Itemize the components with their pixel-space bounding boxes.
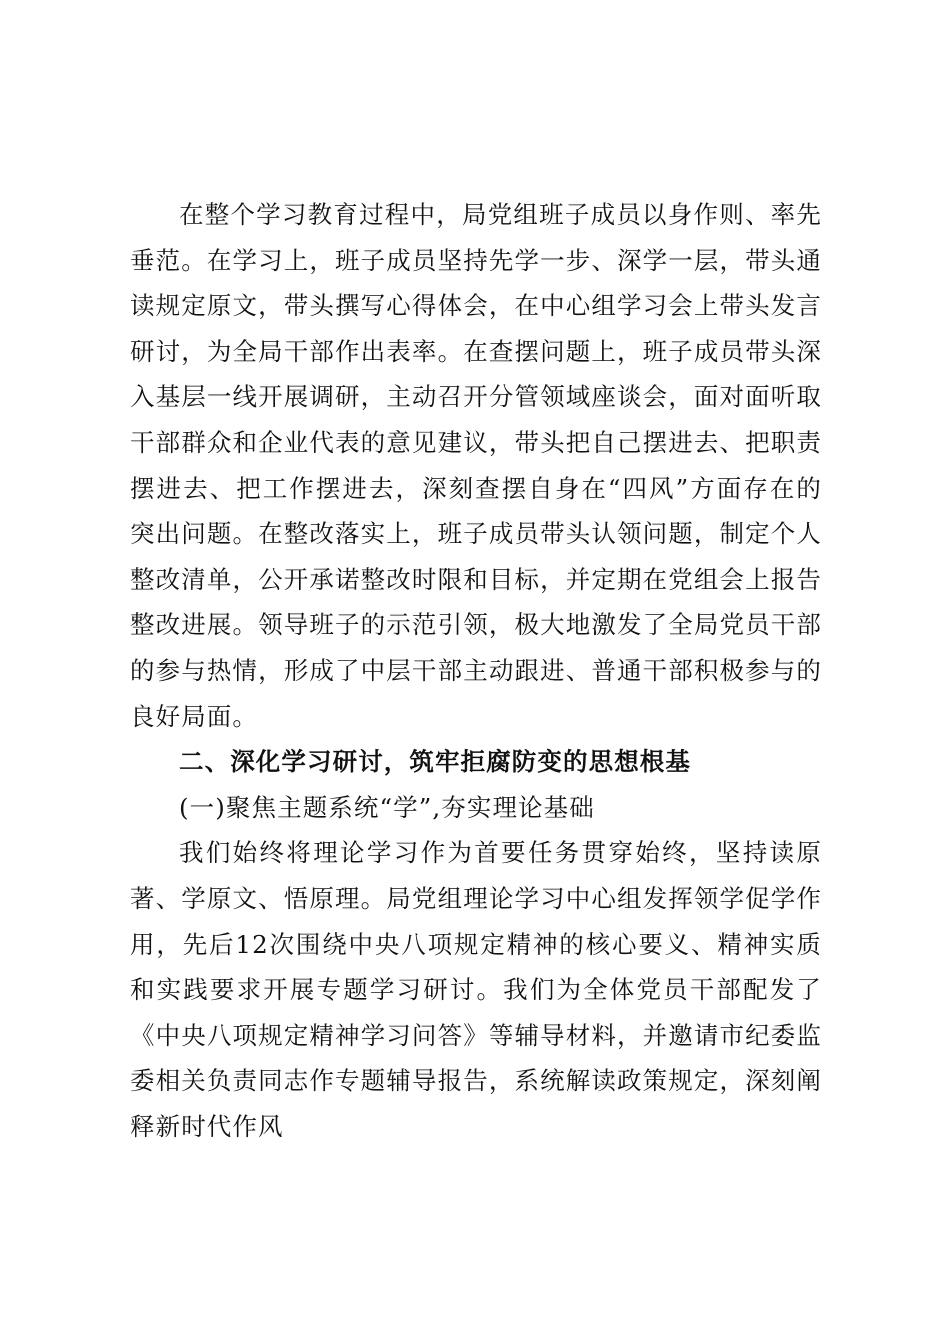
body-paragraph: 我们始终将理论学习作为首要任务贯穿始终，坚持读原著、学原文、悟原理。局党组理论学习中心组发挥领学促学作用，先后12次围绕中央八项规定精神的核心要义、精神实质和实践要求开展专题学习研讨。我们为全体党员干部配发了《中央八项规定精神学习问答》等辅导材料，并邀请市纪委监委相关负责同志作专题辅导报告，系统解读政策规定，深刻阐释新时代作风 <box>130 838 822 1141</box>
subsection-heading: (一)聚焦主题系统“学”,夯实理论基础 <box>179 792 595 822</box>
section-heading: 二、深化学习研讨，筑牢拒腐防变的思想根基 <box>179 747 691 777</box>
body-paragraph: 在整个学习教育过程中，局党组班子成员以身作则、率先垂范。在学习上，班子成员坚持先学一步、深学一层，带头通读规定原文，带头撰写心得体会，在中心组学习会上带头发言研讨，为全局干部作出表率。在查摆问题上，班子成员带头深入基层一线开展调研，主动召开分管领域座谈会，面对面听取干部群众和企业代表的意见建议，带头把自己摆进去、把职责摆进去、把工作摆进去，深刻查摆自身在“四风”方面存在的突出问题。在整改落实上，班子成员带头认领问题，制定个人整改清单，公开承诺整改时限和目标，并定期在党组会上报告整改进展。领导班子的示范引领，极大地激发了全局党员干部的参与热情，形成了中层干部主动跟进、普通干部积极参与的良好局面。 <box>130 200 822 731</box>
document-body <box>130 192 822 1149</box>
